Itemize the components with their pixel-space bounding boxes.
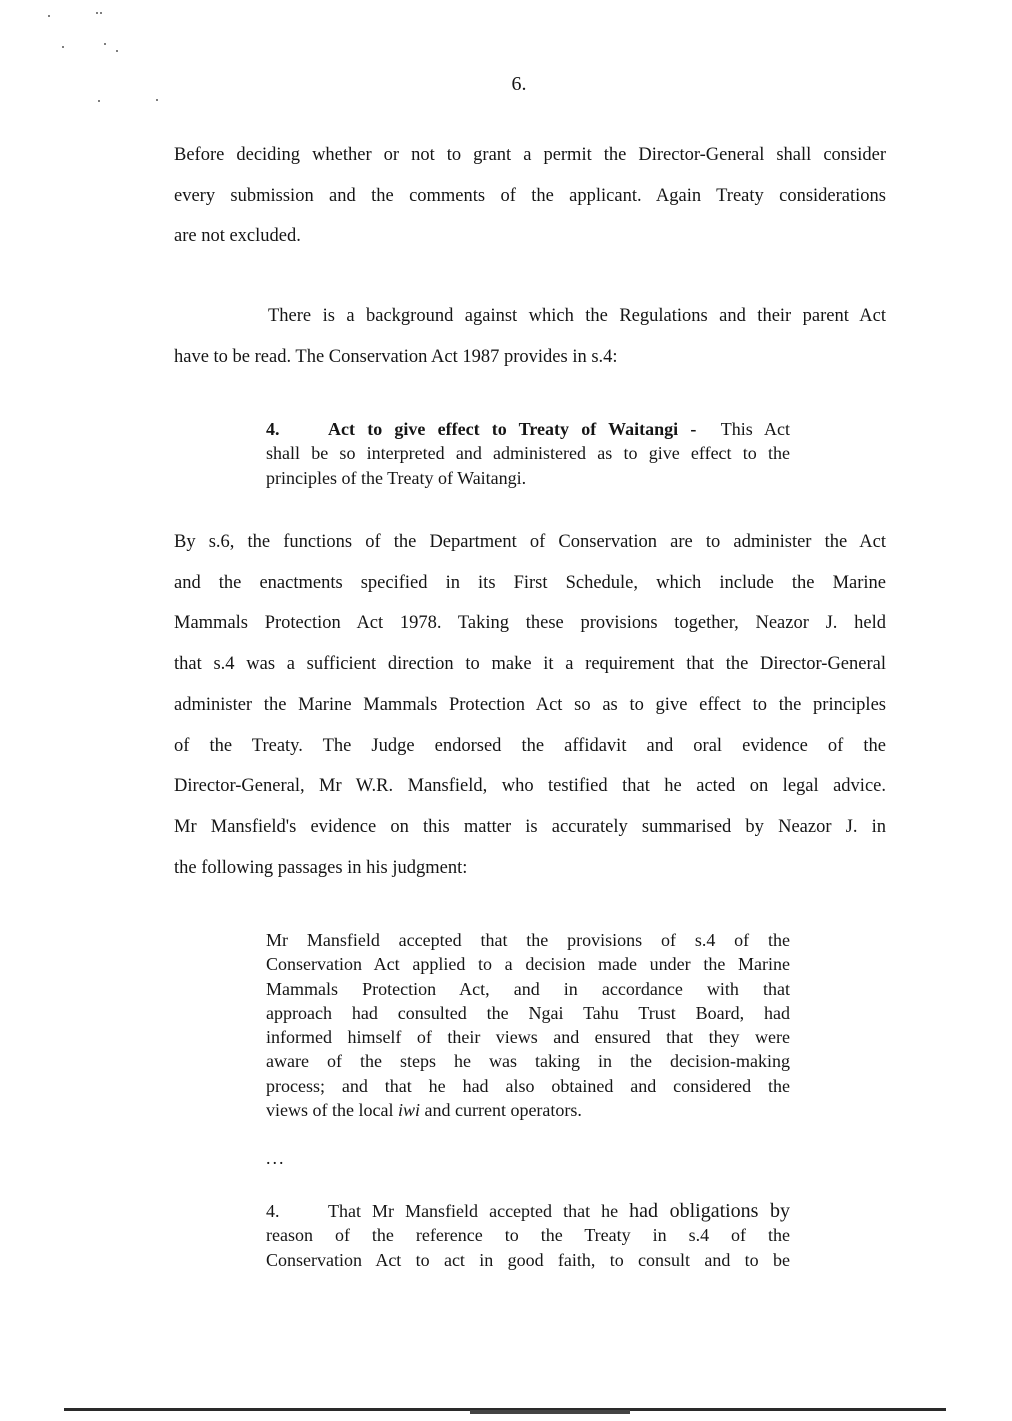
numbered-quote-item bbox=[266, 1199, 790, 1272]
scan-speck bbox=[100, 12, 102, 14]
text-line: Mr Mansfield accepted that the provisions of s.4 of the bbox=[266, 930, 790, 950]
text-fragment: had obligations by bbox=[629, 1200, 791, 1222]
item-number: 4. bbox=[266, 1201, 280, 1221]
footer-rule-mark bbox=[470, 1410, 630, 1414]
omission-ellipsis: ... bbox=[266, 1148, 286, 1168]
text-line: administer the Marine Mammals Protection Act so as to give effect to the principles bbox=[174, 694, 886, 715]
section-text-start: This Act bbox=[720, 419, 790, 439]
statute-heading-line bbox=[266, 417, 790, 441]
scan-speck bbox=[156, 99, 158, 101]
paragraph-functions bbox=[174, 522, 886, 888]
text-line: informed himself of their views and ensured that they were bbox=[266, 1027, 790, 1048]
paragraph-background bbox=[174, 296, 886, 377]
scan-speck bbox=[62, 46, 64, 48]
text-line: and the enactments specified in its First Schedule, which include the Marine bbox=[174, 572, 886, 593]
text-line: approach had consulted the Ngai Tahu Trust Board, had bbox=[266, 1002, 790, 1023]
text-fragment: views of the local bbox=[266, 1100, 398, 1121]
text-line: By s.6, the functions of the Department of Conservation are to administer the Act bbox=[174, 532, 886, 552]
text-line: shall be so interpreted and administered as to give effect to the bbox=[266, 443, 790, 464]
text-line bbox=[266, 1098, 790, 1122]
italic-term: iwi bbox=[397, 1100, 420, 1121]
judgment-quote bbox=[266, 928, 790, 1122]
paragraph-permit-decision bbox=[174, 135, 886, 257]
text-fragment: and current operators. bbox=[419, 1100, 582, 1121]
text-line: that s.4 was a sufficient direction to make it a requirement that the Director-General bbox=[174, 654, 886, 675]
text-line: There is a background against which the Regulations and their parent Act bbox=[268, 306, 886, 326]
text-line: have to be read. The Conservation Act 1987 provides in s.4: bbox=[174, 346, 618, 367]
scan-speck bbox=[104, 43, 106, 45]
text-line: Director-General, Mr W.R. Mansfield, who testified that he acted on legal advice. bbox=[174, 776, 886, 797]
text-line: aware of the steps he was taking in the decision-making bbox=[266, 1051, 790, 1072]
section-number: 4. bbox=[266, 419, 280, 439]
text-line: Mammals Protection Act 1978. Taking these provisions together, Neazor J. held bbox=[174, 613, 886, 634]
scan-speck bbox=[48, 15, 50, 17]
text-line: are not excluded. bbox=[174, 226, 301, 247]
text-line: Conservation Act applied to a decision made under the Marine bbox=[266, 954, 790, 975]
section-heading: Act to give effect to Treaty of Waitangi - bbox=[328, 419, 697, 439]
text-line: the following passages in his judgment: bbox=[174, 857, 468, 878]
scan-speck bbox=[96, 12, 98, 14]
text-line: process; and that he had also obtained and considered the bbox=[266, 1075, 790, 1096]
text-line: Mr Mansfield's evidence on this matter is accurately summarised by Neazor J. in bbox=[174, 816, 886, 837]
text-line: Before deciding whether or not to grant a permit the Director-General shall consider bbox=[174, 145, 886, 165]
statute-quote bbox=[266, 417, 790, 490]
scan-speck bbox=[116, 50, 118, 52]
text-line: principles of the Treaty of Waitangi. bbox=[266, 467, 527, 488]
text-line: reason of the reference to the Treaty in s.4 of the bbox=[266, 1225, 790, 1246]
text-line: Mammals Protection Act, and in accordance with that bbox=[266, 978, 790, 999]
text-fragment: That Mr Mansfield accepted that he bbox=[328, 1201, 630, 1221]
text-line bbox=[266, 1199, 790, 1223]
page-number: 6. bbox=[511, 73, 527, 95]
text-line: of the Treaty. The Judge endorsed the affidavit and oral evidence of the bbox=[174, 735, 886, 756]
text-line: Conservation Act to act in good faith, to consult and to be bbox=[266, 1249, 790, 1270]
text-line: every submission and the comments of the applicant. Again Treaty considerations bbox=[174, 185, 886, 206]
scan-speck bbox=[98, 100, 100, 102]
